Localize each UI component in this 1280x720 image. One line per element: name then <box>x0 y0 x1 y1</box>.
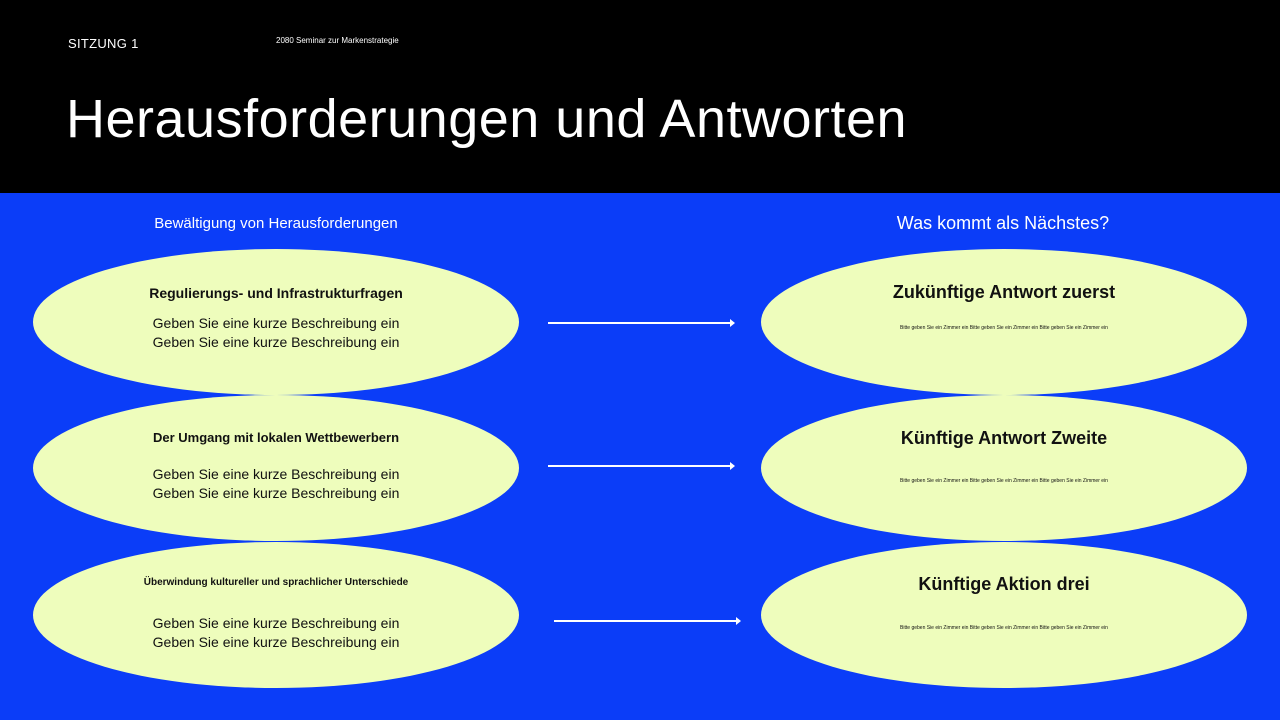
response-title-3: Künftige Aktion drei <box>918 574 1090 594</box>
session-label: SITZUNG 1 <box>68 36 139 51</box>
slide-header <box>0 0 1280 193</box>
description-line: Geben Sie eine kurze Beschreibung ein <box>152 334 400 350</box>
challenge-title-1: Regulierungs- und Infrastrukturfragen <box>149 285 403 301</box>
challenge-title-3: Überwindung kultureller und sprachlicher Unterschiede <box>143 577 409 588</box>
diagram-area <box>0 193 1280 720</box>
challenge-description-2 <box>73 465 479 503</box>
description-line: Geben Sie eine kurze Beschreibung ein <box>152 615 400 631</box>
response-ellipse-3 <box>761 542 1247 688</box>
seminar-label: 2080 Seminar zur Markenstrategie <box>276 36 399 45</box>
description-line: Geben Sie eine kurze Beschreibung ein <box>152 485 400 501</box>
response-title-1: Zukünftige Antwort zuerst <box>892 282 1116 302</box>
right-column-heading: Was kommt als Nächstes? <box>896 213 1110 233</box>
challenge-ellipse-2 <box>33 395 519 541</box>
response-ellipse-2 <box>761 395 1247 541</box>
challenge-ellipse-3 <box>33 542 519 688</box>
response-note-3: Bitte geben Sie ein Zimmer ein Bitte geben Sie ein Zimmer ein Bitte geben Sie ein Zimmer ein <box>900 625 1108 631</box>
response-note-1: Bitte geben Sie ein Zimmer ein Bitte geben Sie ein Zimmer ein Bitte geben Sie ein Zimmer ein <box>900 325 1108 331</box>
response-title-2: Künftige Antwort Zweite <box>900 428 1108 448</box>
arrow-1 <box>548 322 732 324</box>
arrow-3 <box>554 620 738 622</box>
challenge-ellipse-1 <box>33 249 519 395</box>
challenge-title-2: Der Umgang mit lokalen Wettbewerbern <box>152 430 400 445</box>
response-note-2: Bitte geben Sie ein Zimmer ein Bitte geben Sie ein Zimmer ein Bitte geben Sie ein Zimmer ein <box>900 478 1108 484</box>
description-line: Geben Sie eine kurze Beschreibung ein <box>152 634 400 650</box>
challenge-description-1 <box>73 314 479 352</box>
arrow-2 <box>548 465 732 467</box>
description-line: Geben Sie eine kurze Beschreibung ein <box>152 315 400 331</box>
page-title: Herausforderungen und Antworten <box>66 89 908 149</box>
left-column-heading: Bewältigung von Herausforderungen <box>154 215 398 232</box>
description-line: Geben Sie eine kurze Beschreibung ein <box>152 466 400 482</box>
challenge-description-3 <box>73 614 479 652</box>
response-ellipse-1 <box>761 249 1247 395</box>
